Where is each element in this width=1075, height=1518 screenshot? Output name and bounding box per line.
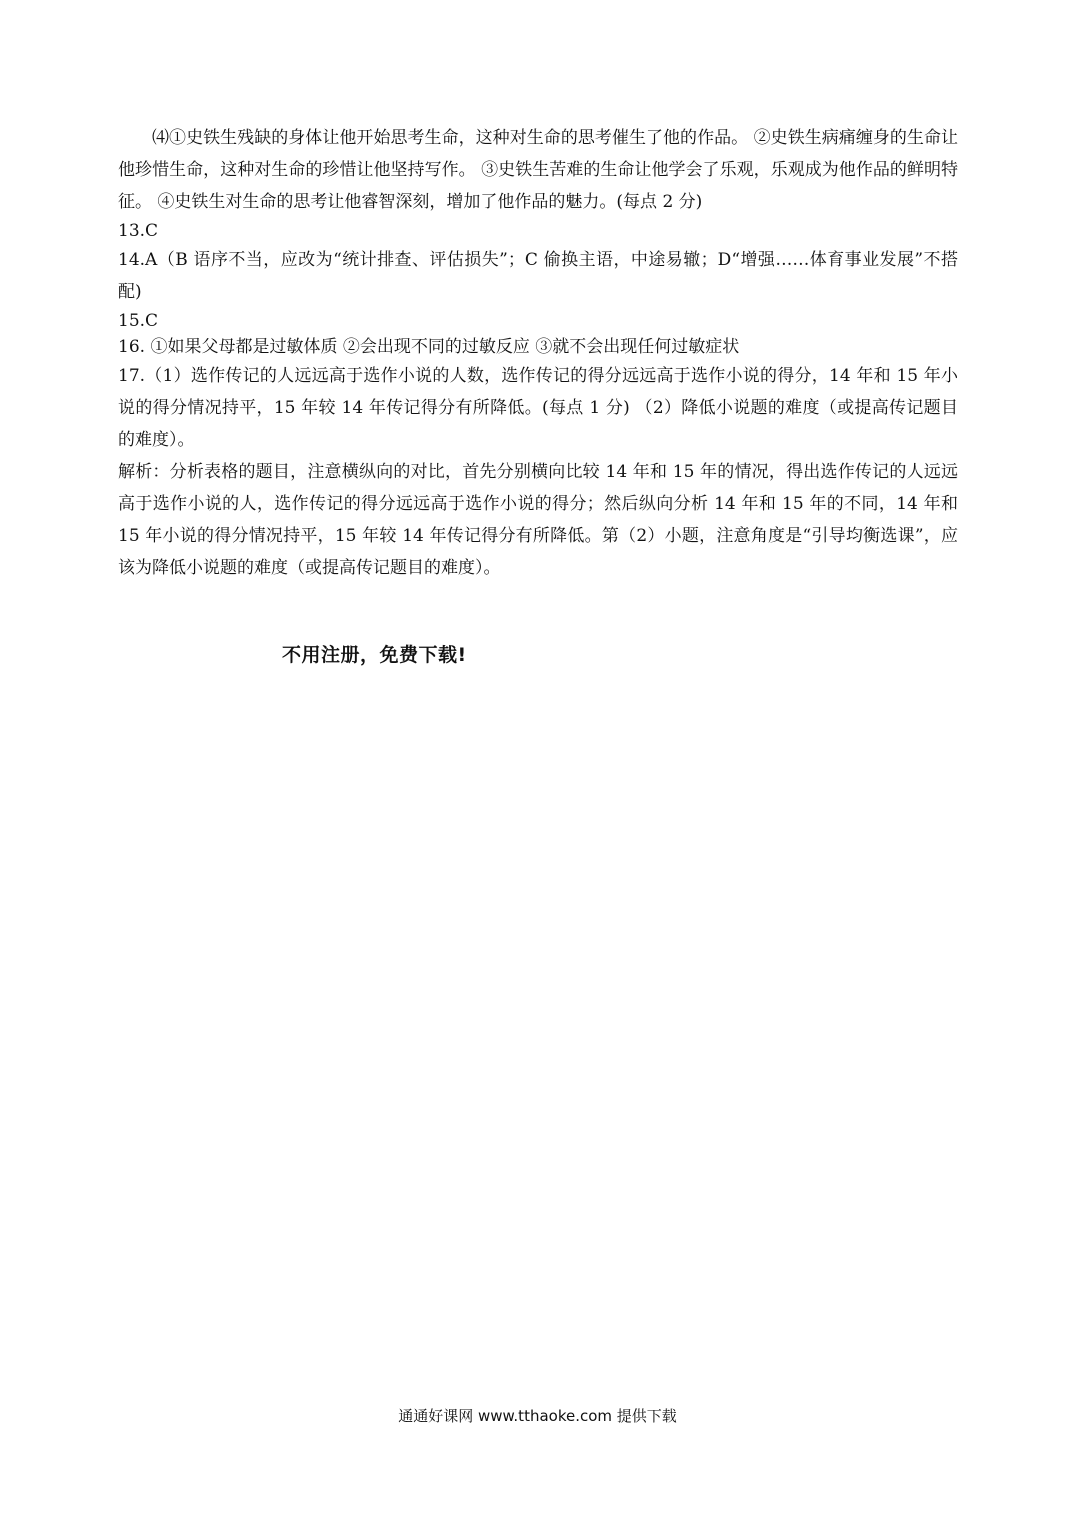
page-footer: 通通好课网 www.tthaoke.com 提供下载 [398, 1407, 677, 1425]
answer-q17: 17.（1）选作传记的人远远高于选作小说的人数，选作传记的得分远远高于选作小说的得分，14 年和 15 年小说的得分情况持平，15 年较 14 年传记得分有所降低。(每点 1 分) （2）降低小说题的难度（或提高传记题目的难度）。 [118, 366, 958, 450]
answer-analysis: 解析：分析表格的题目，注意横纵向的对比，首先分别横向比较 14 年和 15 年的情况，得出选作传记的人远远高于选作小说的人，选作传记的得分远远高于选作小说的得分；然后纵向分析 14 年和 15 年的不同，14 年和 15 年小说的得分情况持平，15 年较 14 年传记得分有所降低。第（2）小题，注意角度是“引导均衡选课”，应该为降低小说题的难度（或提高传记题目的难度）。 [118, 462, 958, 578]
promo-banner: 不用注册，免费下载! [282, 644, 467, 666]
answer-q15: 15.C [118, 311, 159, 331]
answer-q13: 13.C [118, 221, 159, 241]
answer-content [118, 122, 958, 584]
answer-q14: 14.A（B 语序不当，应改为“统计排查、评估损失”；C 偷换主语，中途易辙；D“增强……体育事业发展”不搭配) [118, 250, 958, 302]
answer-q16: 16. ①如果父母都是过敏体质 ②会出现不同的过敏反应 ③就不会出现任何过敏症状 [118, 337, 740, 357]
answer-q12-part4: ⑷①史铁生残缺的身体让他开始思考生命，这种对生命的思考催生了他的作品。 ②史铁生病痛缠身的生命让他珍惜生命，这种对生命的珍惜让他坚持写作。 ③史铁生苦难的生命让他学会了乐观，乐观成为他作品的鲜明特征。 ④史铁生对生命的思考让他睿智深刻，增加了他作品的魅力。(每点 2 分) [118, 128, 958, 212]
